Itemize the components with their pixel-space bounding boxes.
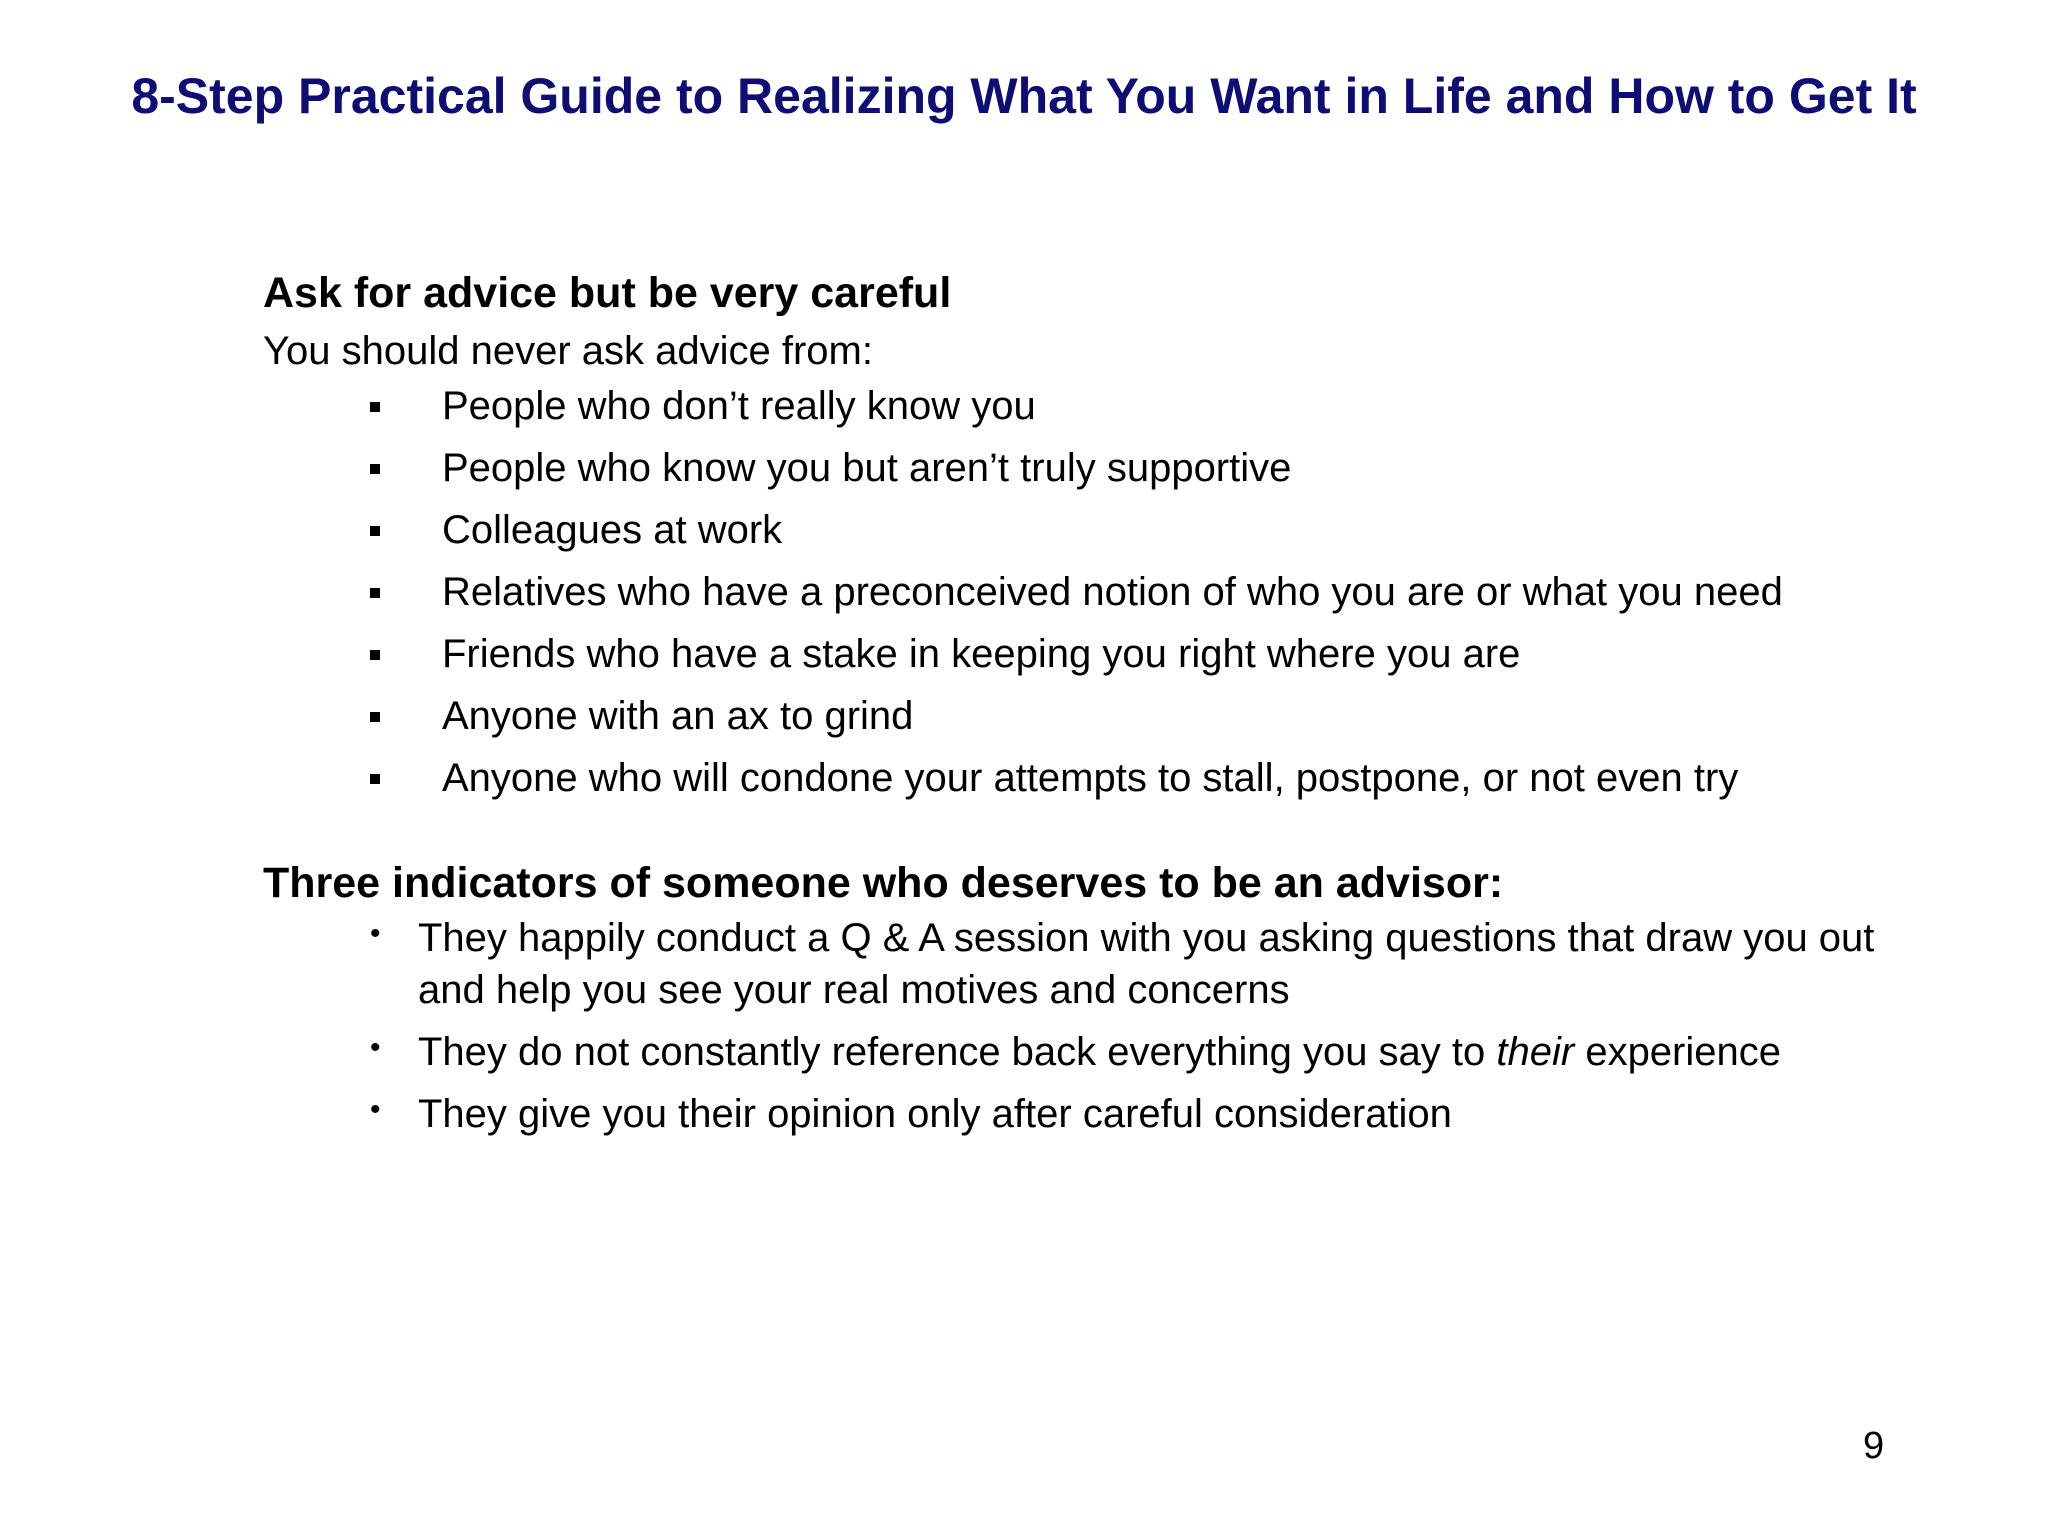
- square-bullet-icon: [370, 650, 380, 660]
- page-number: 9: [1863, 1425, 1885, 1467]
- square-bullet-icon: [370, 588, 380, 598]
- section-heading-advice: Ask for advice but be very careful: [263, 269, 952, 317]
- never-ask-list: [263, 380, 1923, 804]
- slide-content: [263, 264, 1923, 1150]
- square-bullet-icon: [370, 774, 380, 784]
- dot-bullet-icon: •: [370, 1093, 381, 1126]
- list-item: Colleagues at work: [263, 504, 1923, 556]
- list-item: Anyone with an ax to grind: [263, 690, 1923, 742]
- advisor-indicators-list: [263, 912, 1923, 1140]
- section-spacer: [263, 814, 1923, 854]
- square-bullet-icon: [370, 464, 380, 474]
- section-heading-indicators: Three indicators of someone who deserves to be an advisor:: [263, 859, 1504, 907]
- dot-bullet-icon: •: [370, 917, 381, 950]
- square-bullet-icon: [370, 526, 380, 536]
- slide-title: 8-Step Practical Guide to Realizing What You Want in Life and How to Get It: [131, 68, 1917, 124]
- square-bullet-icon: [370, 402, 380, 412]
- square-bullet-icon: [370, 712, 380, 722]
- dot-bullet-icon: •: [370, 1031, 381, 1064]
- list-item: People who don’t really know you: [263, 380, 1923, 432]
- list-item: Friends who have a stake in keeping you right where you are: [263, 628, 1923, 680]
- list-item: Relatives who have a preconceived notion of who you are or what you need: [263, 566, 1923, 618]
- list-item: People who know you but aren’t truly supportive: [263, 442, 1923, 494]
- emphasis-text: their: [1496, 1030, 1575, 1074]
- list-item: • They happily conduct a Q & A session with you asking questions that draw you out and help you see your real motives and concerns: [370, 916, 1875, 1012]
- list-item: • They do not constantly reference back everything you say to their experience: [370, 1030, 1781, 1074]
- list-item: • They give you their opinion only after careful consideration: [370, 1092, 1452, 1136]
- list-item: Anyone who will condone your attempts to stall, postpone, or not even try: [263, 752, 1923, 804]
- section-intro: You should never ask advice from:: [263, 329, 873, 373]
